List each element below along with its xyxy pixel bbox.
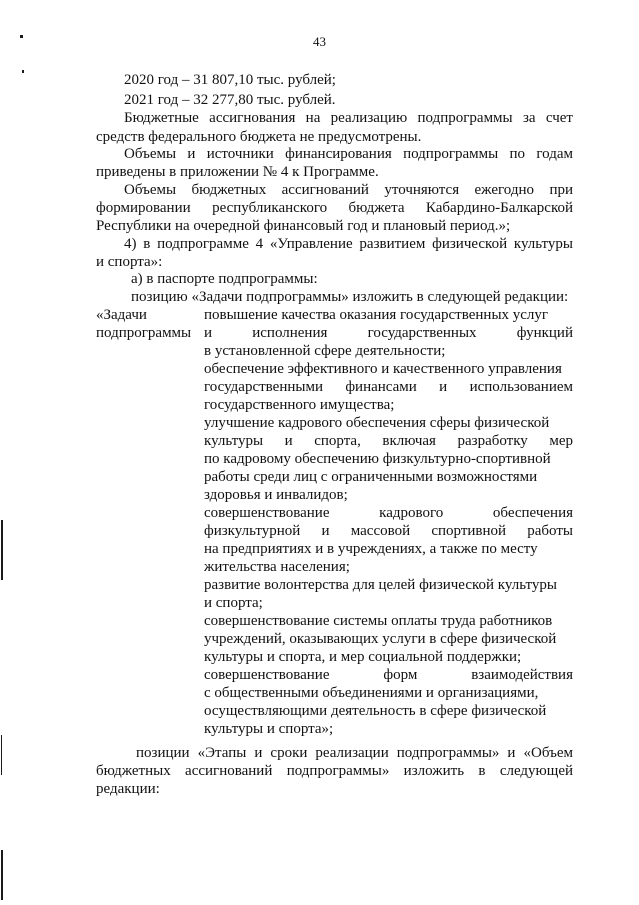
text-line: средств федерального бюджета не предусмотрены. bbox=[96, 129, 422, 145]
text-line: а) в паспорте подпрограммы: bbox=[131, 271, 318, 287]
scan-mark bbox=[1, 735, 2, 775]
table-content-line: по кадровому обеспечению физкультурно-спортивной bbox=[204, 451, 551, 467]
text-line: 4) в подпрограмме 4 «Управление развитием физической культуры bbox=[124, 236, 573, 252]
text-line: позиции «Этапы и сроки реализации подпрограммы» и «Объем bbox=[136, 745, 573, 761]
table-content-line: культуры и спорта»; bbox=[204, 721, 334, 737]
page-number: 43 bbox=[313, 34, 326, 49]
text-line: Бюджетные ассигнования на реализацию подпрограммы за счет bbox=[124, 110, 573, 126]
text-line: Объемы и источники финансирования подпрограммы по годам bbox=[124, 146, 573, 162]
table-content-line: государственного имущества; bbox=[204, 397, 395, 413]
text-line: Объемы бюджетных ассигнований уточняются ежегодно при bbox=[124, 182, 573, 198]
table-content-line: культуры и спорта, включая разработку мер bbox=[204, 433, 573, 449]
scan-mark bbox=[1, 520, 3, 580]
table-content-line: совершенствование форм взаимодействия bbox=[204, 667, 573, 683]
table-content-line: совершенствование системы оплаты труда работников bbox=[204, 613, 553, 629]
scan-mark bbox=[22, 70, 24, 73]
table-content-line: и спорта; bbox=[204, 595, 263, 611]
text-line: 2021 год – 32 277,80 тыс. рублей. bbox=[124, 92, 336, 108]
table-content-line: с общественными объединениями и организациями, bbox=[204, 685, 539, 701]
table-content-line: культуры и спорта, и мер социальной поддержки; bbox=[204, 649, 522, 665]
text-line: бюджетных ассигнований подпрограммы» изложить в следующей bbox=[96, 763, 573, 779]
table-content-line: осуществляющими деятельность в сфере физической bbox=[204, 703, 547, 719]
text-line: приведены в приложении № 4 к Программе. bbox=[96, 164, 379, 180]
text-line: редакции: bbox=[96, 781, 160, 797]
scan-mark bbox=[1, 850, 3, 900]
table-content-line: работы среди лиц с ограниченными возможностями bbox=[204, 469, 538, 485]
text-line: формировании республиканского бюджета Кабардино-Балкарской bbox=[96, 200, 573, 216]
table-content-line: в установленной сфере деятельности; bbox=[204, 343, 446, 359]
table-content-line: развитие волонтерства для целей физической культуры bbox=[204, 577, 557, 593]
table-label: подпрограммы bbox=[96, 325, 192, 341]
table-content-line: здоровья и инвалидов; bbox=[204, 487, 348, 503]
table-content-line: государственными финансами и использованием bbox=[204, 379, 573, 395]
table-content-line: обеспечение эффективного и качественного управления bbox=[204, 361, 562, 377]
table-content-line: и исполнения государственных функций bbox=[204, 325, 573, 341]
table-content-line: на предприятиях и в учреждениях, а также по месту bbox=[204, 541, 538, 557]
text-line: позицию «Задачи подпрограммы» изложить в следующей редакции: bbox=[131, 289, 569, 305]
table-content-line: физкультурной и массовой спортивной работы bbox=[204, 523, 573, 539]
table-content-line: учреждений, оказывающих услуги в сфере физической bbox=[204, 631, 557, 647]
text-line: и спорта»: bbox=[96, 254, 163, 270]
text-line: Республики на очередной финансовый год и плановый период.»; bbox=[96, 218, 511, 234]
table-content-line: повышение качества оказания государственных услуг bbox=[204, 307, 549, 323]
table-content-line: улучшение кадрового обеспечения сферы физической bbox=[204, 415, 550, 431]
table-label: «Задачи bbox=[96, 307, 147, 323]
text-line: 2020 год – 31 807,10 тыс. рублей; bbox=[124, 72, 336, 88]
table-content-line: жительства населения; bbox=[204, 559, 350, 575]
scan-mark bbox=[20, 35, 23, 38]
table-content-line: совершенствование кадрового обеспечения bbox=[204, 505, 573, 521]
